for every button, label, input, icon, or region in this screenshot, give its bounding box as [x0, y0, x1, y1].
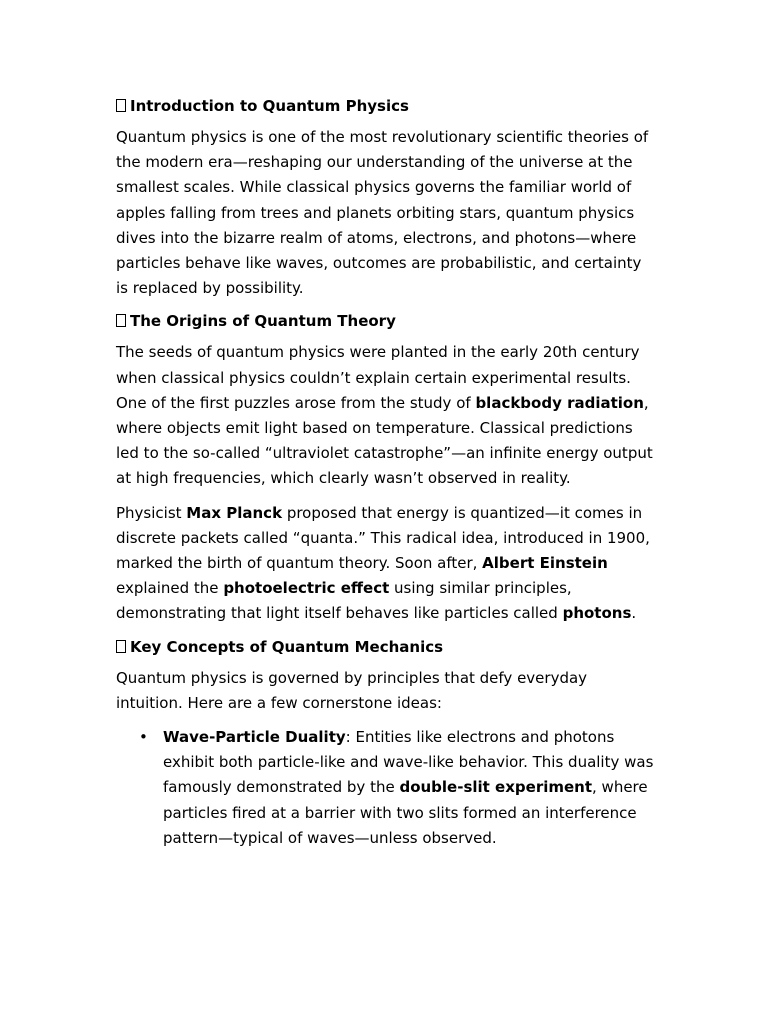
- bold-term: double-slit experiment: [399, 778, 593, 797]
- list-item-text: [163, 728, 653, 847]
- paragraph-key-concepts-intro: [116, 666, 656, 716]
- text-run: proposed that energy is quantized—it comes in discrete packets called “quanta.” This radical idea, introduced in 1900, marked the birth of quantum theory. Soon after,: [116, 503, 650, 573]
- heading-key-concepts: Key Concepts of Quantum Mechanics: [116, 636, 656, 658]
- bold-term: Max Planck: [186, 503, 283, 522]
- text-run: : Entities like electrons and photons exhibit both particle-like and wave-like behavior. This duality was famously demonstrated by the: [163, 728, 654, 797]
- text-run: Physicist: [116, 503, 187, 522]
- text-run: Quantum physics is one of the most revolutionary scientific theories of the modern era—reshaping our understanding of the universe at the smallest scales. While classical physics governs the familiar world of apples falling from trees and planets orbiting stars, quantum physics dives into the bizarre realm of atoms, electrons, and photons—where particles behave like waves, outcomes are probabilistic, and certainty is replaced by possibility.: [116, 128, 649, 298]
- missing-glyph-icon: [116, 640, 126, 653]
- document-body: [116, 95, 656, 851]
- missing-glyph-icon: [116, 314, 126, 327]
- text-run: The seeds of quantum physics were planted in the early 20th century when classical physics couldn’t explain certain experimental results. One of the first puzzles arose from the study of: [116, 343, 640, 412]
- concepts-list: [116, 725, 656, 851]
- bold-term: photoelectric effect: [223, 579, 390, 598]
- missing-glyph-icon: [116, 99, 126, 112]
- bullet-icon: •: [139, 728, 148, 747]
- heading-origins: The Origins of Quantum Theory: [116, 310, 656, 332]
- heading-introduction: Introduction to Quantum Physics: [116, 95, 656, 117]
- list-item-wave-particle-duality: [139, 725, 656, 851]
- bold-term: photons: [562, 604, 632, 623]
- bold-term: blackbody radiation: [475, 393, 644, 412]
- text-run: , where objects emit light based on temperature. Classical predictions led to the so-called “ultraviolet catastrophe”—an infinite energy output at high frequencies, which clearly wasn’t observed in reality.: [116, 393, 653, 488]
- text-run: using similar principles, demonstrating that light itself behaves like particles called: [116, 579, 572, 623]
- text-run: , where particles fired at a barrier with two slits formed an interference pattern—typical of waves—unless observed.: [163, 778, 648, 847]
- paragraph-introduction: [116, 125, 656, 301]
- bold-term: Albert Einstein: [482, 554, 608, 573]
- text-run: explained the: [116, 579, 224, 598]
- text-run: .: [631, 604, 637, 623]
- paragraph-planck-einstein: [116, 501, 656, 627]
- bold-term: Wave-Particle Duality: [163, 728, 346, 747]
- paragraph-blackbody: [116, 340, 656, 491]
- text-run: Quantum physics is governed by principles that defy everyday intuition. Here are a few cornerstone ideas:: [116, 668, 588, 712]
